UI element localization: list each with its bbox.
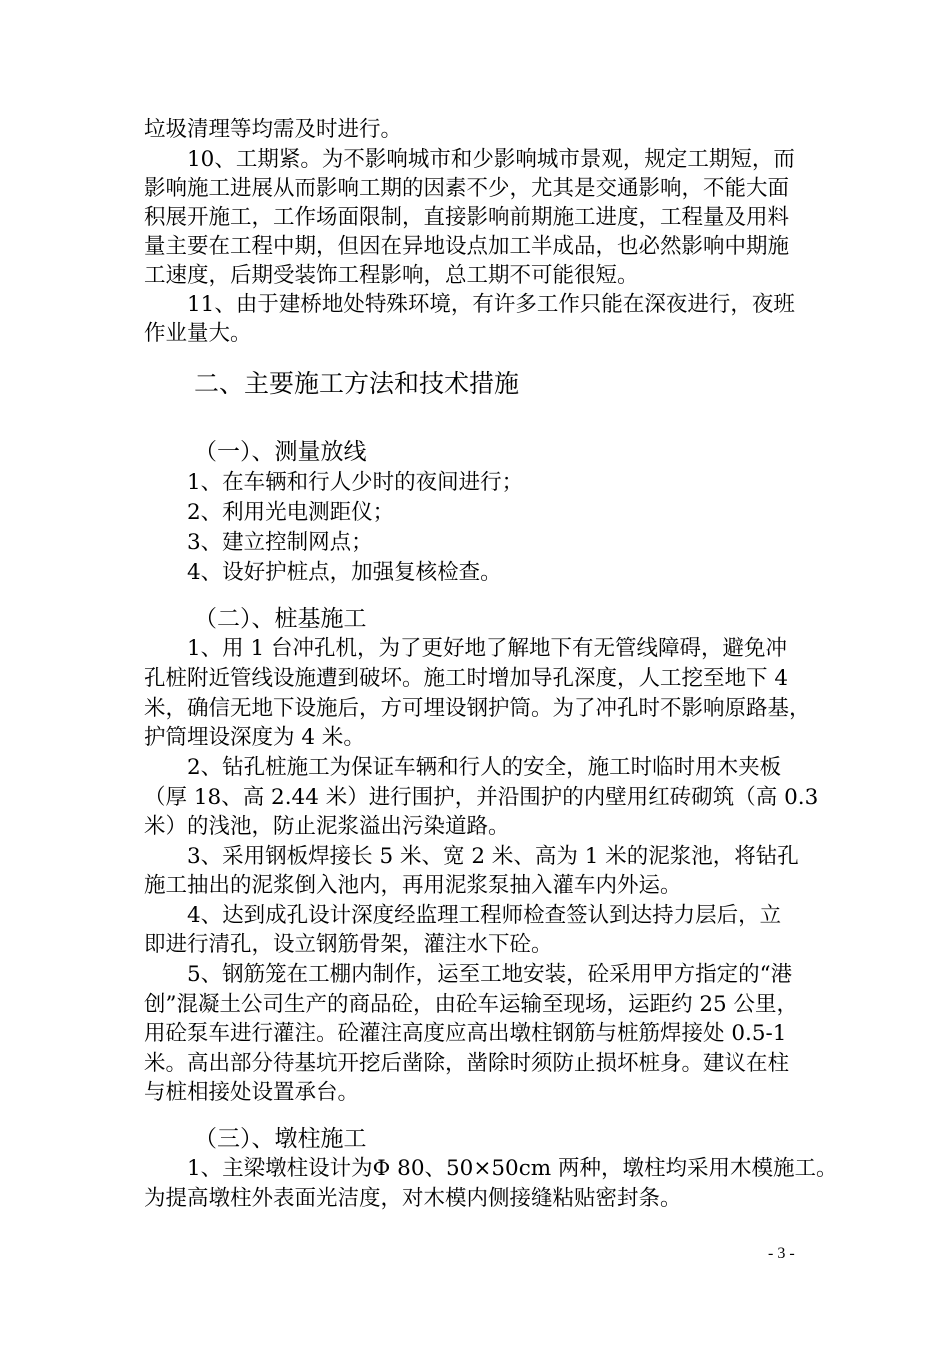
text-line: 积展开施工，工作场面限制，直接影响前期施工进度，工程量及用料 <box>144 205 790 230</box>
text-line: 创”混凝土公司生产的商品砼，由砼车运输至现场，运距约 25 公里， <box>144 992 799 1017</box>
page-number: - 3 - <box>768 1245 795 1262</box>
text-line: 11、由于建桥地处特殊环境，有许多工作只能在深夜进行，夜班 <box>187 292 795 317</box>
text-line: 为提高墩柱外表面光洁度，对木模内侧接缝粘贴密封条。 <box>144 1186 682 1211</box>
text-line: （厚 18、高 2.44 米）进行围护，并沿围护的内壁用红砖砌筑（高 0.3 <box>144 785 819 810</box>
text-line: 孔桩附近管线设施遭到破坏。施工时增加导孔深度，人工挖至地下 4 <box>144 666 789 691</box>
text-line: 米，确信无地下设施后，方可埋设钢护筒。为了冲孔时不影响原路基， <box>144 696 811 721</box>
text-line: 作业量大。 <box>144 321 252 346</box>
list-item: 1、在车辆和行人少时的夜间进行； <box>187 470 524 495</box>
text-line: 1、用 1 台冲孔机，为了更好地了解地下有无管线障碍，避免冲 <box>187 636 788 661</box>
text-line: 2、钻孔桩施工为保证车辆和行人的安全，施工时临时用木夹板 <box>187 755 782 780</box>
text-line: 工速度，后期受装饰工程影响，总工期不可能很短。 <box>144 263 639 288</box>
text-line: 量主要在工程中期，但因在异地设点加工半成品，也必然影响中期施 <box>144 234 790 259</box>
text-line: 影响施工进展从而影响工期的因素不少，尤其是交通影响，不能大面 <box>144 176 790 201</box>
list-item: 2、利用光电测距仪； <box>187 500 395 525</box>
text-line: 施工抽出的泥浆倒入池内，再用泥浆泵抽入灌车内外运。 <box>144 873 682 898</box>
text-line: 用砼泵车进行灌注。砼灌注高度应高出墩柱钢筋与桩筋焊接处 0.5-1 <box>144 1021 787 1046</box>
text-line: 与桩相接处设置承台。 <box>144 1080 360 1105</box>
text-line: 垃圾清理等均需及时进行。 <box>144 117 403 142</box>
text-line: 米）的浅池，防止泥浆溢出污染道路。 <box>144 814 510 839</box>
text-line: 护筒埋设深度为 4 米。 <box>144 725 365 750</box>
text-line: 1、主梁墩柱设计为Φ 80、50×50cm 两种，墩柱均采用木模施工。 <box>187 1156 838 1181</box>
list-item: 3、建立控制网点； <box>187 530 373 555</box>
text-line: 即进行清孔，设立钢筋骨架，灌注水下砼。 <box>144 932 553 957</box>
text-line: 4、达到成孔设计深度经监理工程师检查签认到达持力层后，立 <box>187 903 782 928</box>
text-line: 10、工期紧。为不影响城市和少影响城市景观，规定工期短，而 <box>187 147 795 172</box>
subsection-heading: （三）、墩柱施工 <box>194 1126 367 1152</box>
text-line: 3、采用钢板焊接长 5 米、宽 2 米、高为 1 米的泥浆池，将钻孔 <box>187 844 799 869</box>
text-line: 5、钢筋笼在工棚内制作，运至工地安装，砼采用甲方指定的“港 <box>187 962 793 987</box>
text-line: 米。高出部分待基坑开挖后凿除，凿除时须防止损坏桩身。建议在柱 <box>144 1051 790 1076</box>
subsection-heading: （一）、测量放线 <box>194 439 367 465</box>
list-item: 4、设好护桩点，加强复核检查。 <box>187 560 502 585</box>
subsection-heading: （二）、桩基施工 <box>194 606 367 632</box>
section-heading: 二、主要施工方法和技术措施 <box>194 369 520 398</box>
